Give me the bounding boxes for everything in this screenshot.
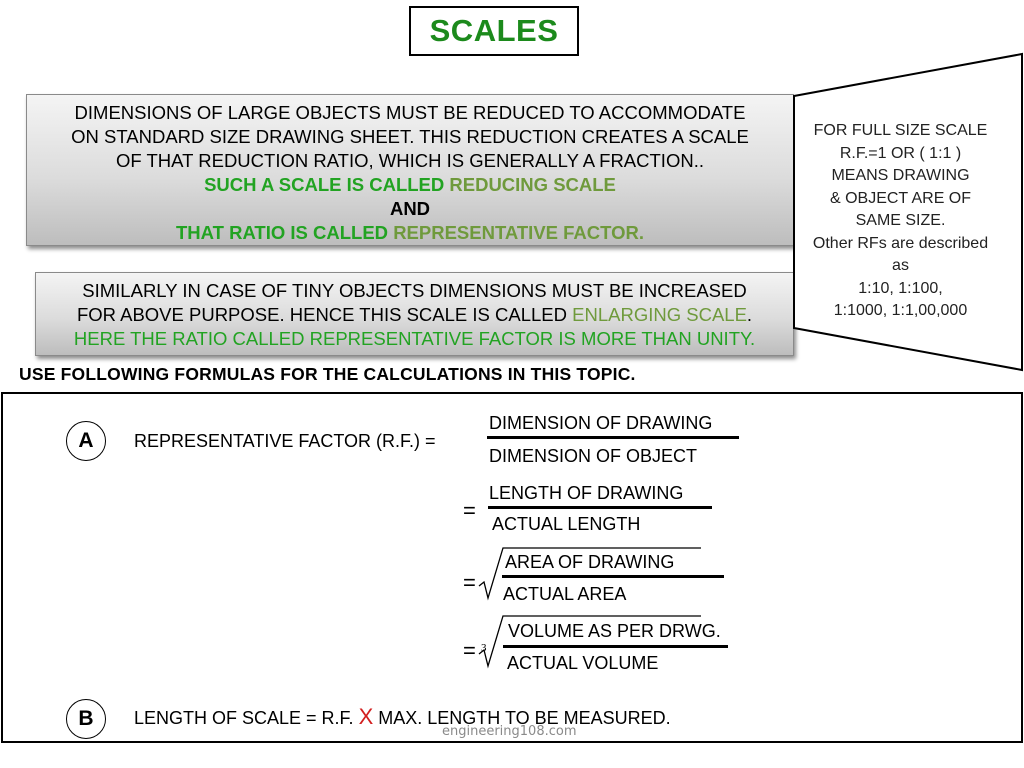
cube-root-index: 3: [481, 642, 487, 654]
f4-fraction-bar: [503, 645, 728, 648]
box1-line1: DIMENSIONS OF LARGE OBJECTS MUST BE REDUCED TO ACCOMMODATE: [74, 102, 746, 123]
b-text-a: LENGTH OF SCALE = R.F.: [134, 708, 359, 728]
enlarging-scale-term: ENLARGING SCALE: [572, 304, 747, 325]
formula-heading: USE FOLLOWING FORMULAS FOR THE CALCULATIONS IN THIS TOPIC.: [19, 364, 636, 384]
callout-line: Other RFs are described: [812, 234, 989, 252]
f4-denominator: ACTUAL VOLUME: [507, 653, 659, 673]
representative-factor-term: REPRESENTATIVE FACTOR.: [393, 222, 644, 243]
f1-fraction-bar: [487, 436, 739, 439]
reducing-scale-term: REDUCING SCALE: [449, 174, 616, 195]
box2-line2: [36, 303, 793, 327]
equals-sign-2: =: [463, 498, 476, 523]
equals-sign-4: =: [463, 638, 476, 663]
f3-numerator: AREA OF DRAWING: [505, 552, 675, 572]
box1-line3: OF THAT REDUCTION RATIO, WHICH IS GENERALLY A FRACTION..: [116, 150, 704, 171]
f1-denominator: DIMENSION OF OBJECT: [489, 446, 698, 466]
enlarging-scale-box: [35, 272, 794, 356]
box2-line2-c: .: [746, 304, 753, 325]
title-box: [409, 6, 579, 56]
rf-lhs: REPRESENTATIVE FACTOR (R.F.) =: [134, 431, 436, 451]
equals-sign-3: =: [463, 570, 476, 595]
page-title: SCALES: [429, 13, 559, 48]
reducing-scale-box: [26, 94, 794, 246]
callout-line: R.F.=1 OR ( 1:1 ): [839, 144, 962, 162]
f2-fraction-bar: [488, 506, 712, 509]
box2-line2-a: FOR ABOVE PURPOSE. HENCE THIS SCALE IS CALLED: [76, 304, 573, 325]
f2-numerator: LENGTH OF DRAWING: [489, 483, 684, 503]
callout-line: SAME SIZE.: [855, 212, 946, 229]
f3-fraction-bar: [502, 575, 724, 578]
callout-line: as: [892, 257, 909, 274]
callout-line: 1:1000, 1:1,00,000: [833, 302, 968, 319]
multiply-sign: X: [358, 704, 374, 729]
b-text-b: MAX. LENGTH TO BE MEASURED.: [373, 708, 671, 728]
f1-numerator: DIMENSION OF DRAWING: [489, 413, 713, 433]
label-b-circle: [66, 699, 106, 739]
box1-line4: [27, 173, 793, 197]
box1-line5: AND: [389, 198, 431, 219]
f3-denominator: ACTUAL AREA: [503, 584, 627, 604]
label-a-circle: [66, 421, 106, 461]
label-b: B: [78, 707, 94, 730]
box1-line2: ON STANDARD SIZE DRAWING SHEET. THIS REDUCTION CREATES A SCALE: [71, 126, 749, 147]
full-size-scale-note: [793, 120, 1008, 323]
box1-line6: [27, 221, 793, 245]
f2-denominator: ACTUAL LENGTH: [492, 514, 641, 534]
f4-numerator: VOLUME AS PER DRWG.: [508, 621, 721, 641]
box1-line6-a: THAT RATIO IS CALLED: [176, 222, 394, 243]
callout-line: 1:10, 1:100,: [858, 279, 943, 297]
label-a: A: [78, 429, 94, 452]
box2-line3: HERE THE RATIO CALLED REPRESENTATIVE FACTOR IS MORE THAN UNITY.: [73, 328, 756, 349]
footer-watermark: engineering108.com: [442, 724, 577, 739]
box1-line4-a: SUCH A SCALE IS CALLED: [204, 174, 450, 195]
length-of-scale-formula: [134, 706, 671, 729]
callout-line: FOR FULL SIZE SCALE: [813, 122, 988, 139]
callout-line: & OBJECT ARE OF: [829, 189, 972, 207]
callout-line: MEANS DRAWING: [831, 167, 970, 184]
box2-line1: SIMILARLY IN CASE OF TINY OBJECTS DIMENSIONS MUST BE INCREASED: [82, 280, 747, 301]
